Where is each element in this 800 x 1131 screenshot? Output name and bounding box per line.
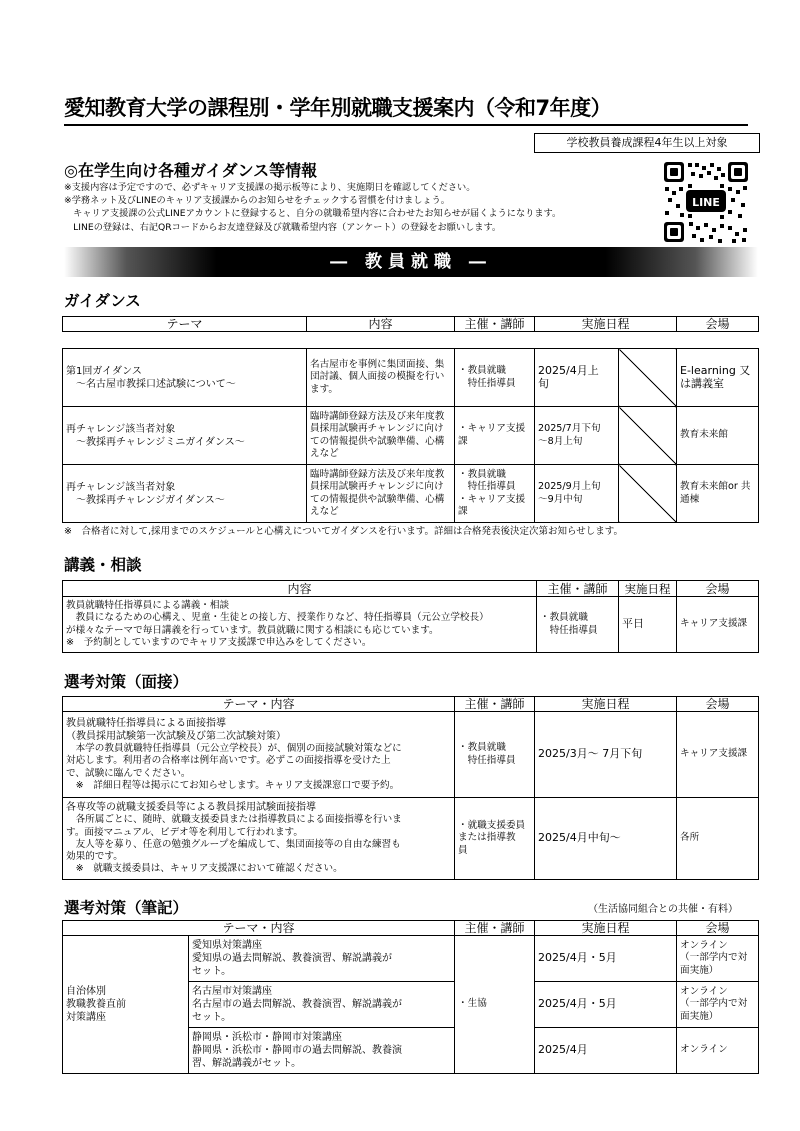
table-row: [63, 407, 759, 465]
header-theme-content: テーマ・内容: [63, 921, 455, 936]
written-section-title: 選考対策（筆記）: [64, 899, 189, 917]
row-date: 2025/4月・5月: [535, 936, 677, 982]
qr-line-label: LINE: [692, 196, 720, 209]
row-date: 2025/4月中旬～: [535, 798, 677, 880]
row-date: 2025/4月上 旬: [535, 349, 619, 407]
row-content: 静岡県・浜松市・静岡市対策講座 静岡県・浜松市・静岡市の過去問解説、教養演 習、解説講義がセット。: [189, 1028, 455, 1074]
diagonal-cell: [619, 349, 677, 407]
guidance-section-title: ガイダンス: [64, 292, 141, 310]
header-content: 内容: [307, 317, 455, 332]
note-line: ※支援内容は予定ですので、必ずキャリア支援課の掲示板等により、実施期日を確認してください。: [64, 182, 476, 193]
line-qr-code[interactable]: [662, 160, 750, 244]
row-venue: 教育未来館: [677, 407, 759, 465]
row-date: 2025/4月・5月: [535, 982, 677, 1028]
row-theme: 再チャレンジ該当者対象 ～教採再チャレンジガイダンス～: [63, 465, 307, 523]
table-header-row: [63, 317, 759, 332]
row-venue: 教育未来館or 共通棟: [677, 465, 759, 523]
header-host: 主催・講師: [537, 581, 619, 597]
page-title: 愛知教育大学の課程別・学年別就職支援案内（令和7年度）: [64, 96, 612, 120]
row-theme: 第1回ガイダンス ～名古屋市教採口述試験について～: [63, 349, 307, 407]
row-content: 名古屋市対策講座 名古屋市の過去問解説、教養演習、解説講義が セット。: [189, 982, 455, 1028]
table-row: [63, 936, 759, 982]
header-date: 実施日程: [619, 581, 677, 597]
row-content: 名古屋市を事例に集団面接、集団討議、個人面接の模擬を行います。: [307, 349, 455, 407]
notes-block: [64, 181, 561, 234]
lecture-table: [62, 580, 759, 653]
row-venue: オンライン: [677, 1028, 759, 1074]
header-date: 実施日程: [535, 921, 677, 936]
table-header-row: [63, 697, 759, 712]
row-host: ・キャリア支援 課: [455, 407, 535, 465]
row-host: ・教員就職 特任指導員: [537, 597, 619, 653]
row-date: 平日: [619, 597, 677, 653]
row-content: 臨時講師登録方法及び来年度教員採用試験再チャレンジに向けての情報提供や試験準備、心構えなど: [307, 465, 455, 523]
header-venue: 会場: [677, 921, 759, 936]
diagonal-cell: [619, 407, 677, 465]
interview-section-title: 選考対策（面接）: [64, 673, 189, 691]
header-venue: 会場: [677, 317, 759, 332]
row-date: 2025/4月: [535, 1028, 677, 1074]
table-row: [63, 597, 759, 653]
written-cosponsor-note: （生活協同組合との共催・有料）: [588, 904, 738, 915]
row-content: 各専攻等の就職支援委員等による教員採用試験面接指導 各所属ごとに、随時、就職支援委員または指導教員による面接指導を行いま す。面接マニュアル、ビデオ等を利用して行われます。 友人等を募り、任意の勉強グループを編成して、集団面接等の自由な練習も 効果的です。 ※ 就職支援委員は、キャリア支援課において確認ください。: [63, 798, 455, 880]
row-venue: オンライン （一部学内で対 面実施）: [677, 936, 759, 982]
row-date: 2025/7月下旬 ～8月上旬: [535, 407, 619, 465]
row-host: ・教員就職 特任指導員: [455, 712, 535, 798]
header-host: 主催・講師: [455, 921, 535, 936]
row-venue: E-learning 又は講義室: [677, 349, 759, 407]
row-date: 2025/9月上旬 ～9月中旬: [535, 465, 619, 523]
header-theme-content: テーマ・内容: [63, 697, 455, 712]
header-host: 主催・講師: [455, 697, 535, 712]
row-content: 教員就職特任指導員による講義・相談 教員になるための心構え、児童・生徒との接し方、授業作りなど、特任指導員（元公立学校長） が様々なテーマで毎日講義を行っています。教員就職に関する相談にも応じています。 ※ 予約制としていますのでキャリア支援課で申込みをしてください。: [63, 597, 537, 653]
row-host: ・生協: [455, 936, 535, 1074]
guidance-info-heading: ◎在学生向け各種ガイダンス等情報: [64, 161, 318, 180]
interview-table: [62, 696, 759, 880]
header-venue: 会場: [677, 697, 759, 712]
header-content: 内容: [63, 581, 537, 597]
row-host: ・教員就職 特任指導員: [455, 349, 535, 407]
row-host: ・教員就職 特任指導員 ・キャリア支援 課: [455, 465, 535, 523]
guidance-footnote: ※ 合格者に対して,採用までのスケジュールと心構えについてガイダンスを行います。詳細は合格発表後決定次第お知らせします。: [64, 526, 623, 537]
note-line: LINEの登録は、右記QRコードからお友達登録及び就職希望内容（アンケート）の登録をお願いします。: [64, 221, 502, 233]
guidance-table: [62, 316, 759, 523]
written-table: [62, 920, 759, 1074]
title-underline: [64, 124, 748, 126]
row-host: ・就職支援委員 または指導教 員: [455, 798, 535, 880]
header-venue: 会場: [677, 581, 759, 597]
table-row: [63, 798, 759, 880]
table-row: [63, 465, 759, 523]
section-banner-teacher-employment: ― 教員就職 ―: [64, 247, 758, 277]
table-row: [63, 712, 759, 798]
table-row: [63, 349, 759, 407]
row-venue: キャリア支援課: [677, 712, 759, 798]
course-group-label: 自治体別 教職教養直前 対策講座: [63, 936, 189, 1074]
target-audience-badge: 学校教員養成課程4年生以上対象: [534, 133, 760, 153]
row-venue: 各所: [677, 798, 759, 880]
diagonal-cell: [619, 465, 677, 523]
row-date: 2025/3月～ 7月下旬: [535, 712, 677, 798]
note-line: ※学務ネット及びLINEのキャリア支援課からのお知らせをチェックする習慣を付けましょう。: [64, 195, 450, 207]
note-line: キャリア支援課の公式LINEアカウントに登録すると、自分の就職希望内容に合わせたお知らせが届くようになります。: [64, 208, 562, 220]
row-venue: オンライン （一部学内で対 面実施）: [677, 982, 759, 1028]
table-header-row: [63, 921, 759, 936]
row-content: 臨時講師登録方法及び来年度教員採用試験再チャレンジに向けての情報提供や試験準備、心構えなど: [307, 407, 455, 465]
row-content: 愛知県対策講座 愛知県の過去問解説、教養演習、解説講義が セット。: [189, 936, 455, 982]
row-venue: キャリア支援課: [677, 597, 759, 653]
header-date: 実施日程: [535, 697, 677, 712]
header-date: 実施日程: [535, 317, 677, 332]
row-theme: 再チャレンジ該当者対象 ～教採再チャレンジミニガイダンス～: [63, 407, 307, 465]
header-host: 主催・講師: [455, 317, 535, 332]
header-theme: テーマ: [63, 317, 307, 332]
row-content: 教員就職特任指導員による面接指導 （教員採用試験第一次試験及び第二次試験対策） 本学の教員就職特任指導員（元公立学校長）が、個別の面接試験対策などに 対応します。利用者の合格率は例年高いです。必ずこの面接指導を受けた上 で、試験に臨んでください。 ※ 詳細日程等は掲示にてお知らせします。キャリア支援課窓口で要予約。: [63, 712, 455, 798]
lecture-section-title: 講義・相談: [64, 556, 142, 574]
table-header-row: [63, 581, 759, 597]
